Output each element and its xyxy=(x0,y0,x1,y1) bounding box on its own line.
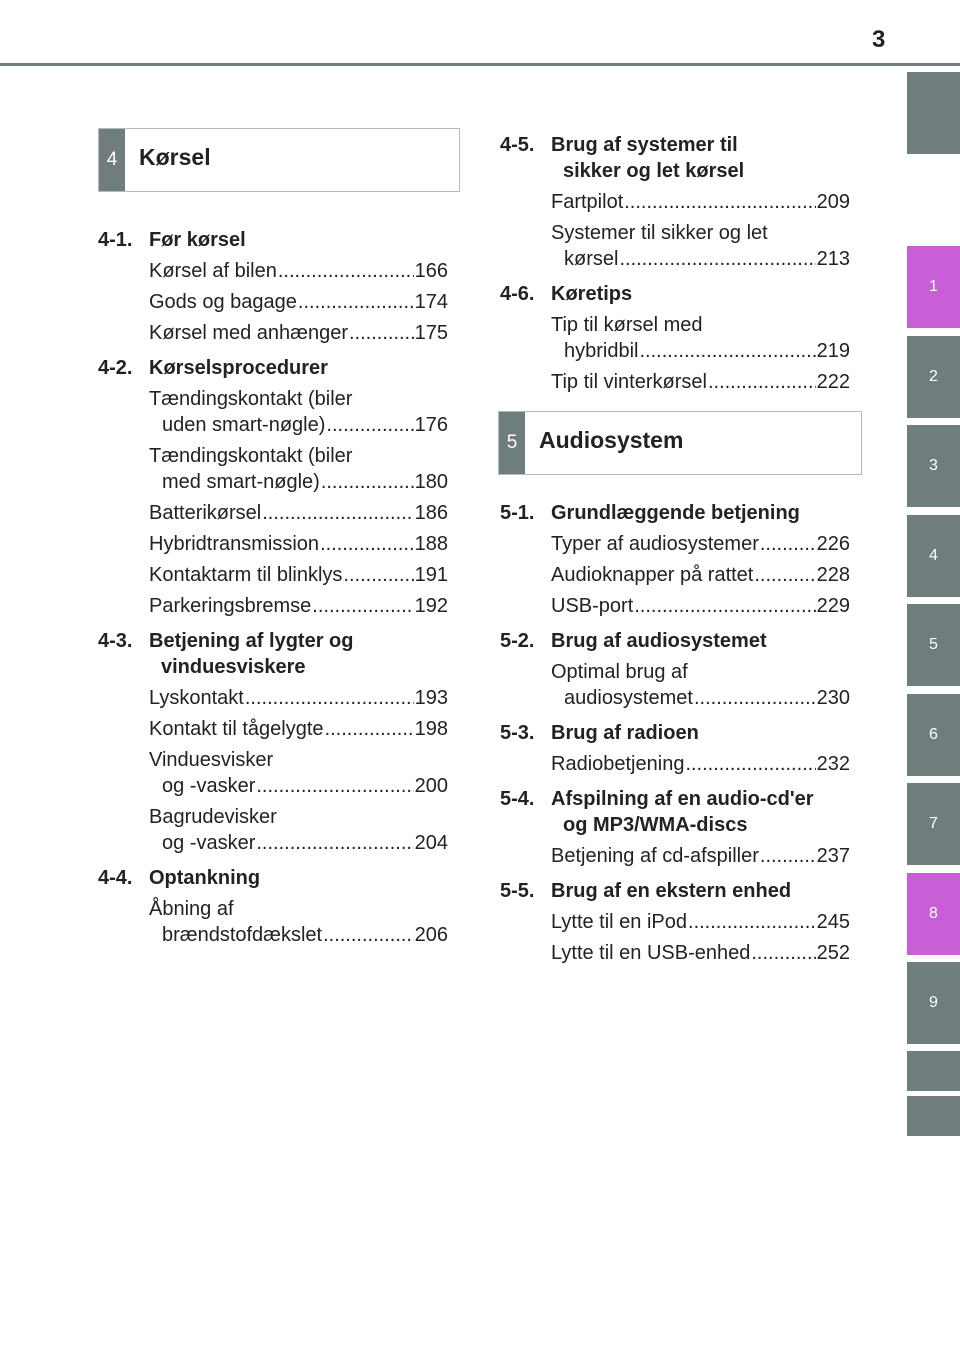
toc-entry[interactable] xyxy=(551,909,850,935)
subsection-title xyxy=(551,720,850,746)
chapter-tab-2[interactable]: 2 xyxy=(907,336,960,418)
entry-page-number[interactable]: 237 xyxy=(816,845,850,867)
entry-page-number[interactable]: 186 xyxy=(414,502,448,524)
toc-entry[interactable] xyxy=(149,289,448,315)
subsection-title xyxy=(149,355,448,381)
toc-groups-top xyxy=(500,132,850,395)
toc-subsection xyxy=(98,227,448,253)
subsection-title xyxy=(149,628,448,680)
dot-leader xyxy=(325,716,414,742)
entry-row xyxy=(149,593,448,619)
dot-leader xyxy=(320,531,414,557)
subsection-title xyxy=(551,628,850,654)
entry-label: Kontakt til tågelygte xyxy=(149,718,324,740)
subsection-title-line: vinduesviskere xyxy=(161,656,306,678)
toc-entry[interactable] xyxy=(149,258,448,284)
entry-page-number[interactable]: 219 xyxy=(816,340,850,362)
section-number: 5 xyxy=(499,412,525,474)
entry-label: Batterikørsel xyxy=(149,502,262,524)
entry-page-number[interactable]: 198 xyxy=(414,718,448,740)
dot-leader xyxy=(688,909,816,935)
entry-row xyxy=(149,531,448,557)
chapter-tab-blank[interactable] xyxy=(907,1096,960,1136)
dot-leader xyxy=(326,412,413,438)
entry-label: og -vasker xyxy=(162,832,256,854)
entry-label: Optimal brug af xyxy=(551,661,688,683)
entry-label: Radiobetjening xyxy=(551,753,685,775)
entry-label: Gods og bagage xyxy=(149,291,297,313)
entry-row xyxy=(149,412,448,438)
chapter-tab-5[interactable]: 5 xyxy=(907,604,960,686)
subsection-title xyxy=(551,878,850,904)
entry-row xyxy=(551,246,850,272)
toc-subsection xyxy=(500,628,850,654)
toc-entry[interactable] xyxy=(551,843,850,869)
dot-leader xyxy=(278,258,414,284)
section-title: Audiosystem xyxy=(539,427,684,453)
entry-row xyxy=(149,830,448,856)
entry-page-number[interactable]: 213 xyxy=(816,248,850,270)
toc-subsection xyxy=(500,500,850,526)
entry-row xyxy=(149,773,448,799)
subsection-number: 4-1. xyxy=(98,229,133,251)
dot-leader xyxy=(639,338,815,364)
dot-leader xyxy=(312,593,413,619)
entry-page-number[interactable]: 209 xyxy=(816,191,850,213)
entry-label: Kørsel med anhænger xyxy=(149,322,348,344)
entry-row xyxy=(551,531,850,557)
entry-page-number[interactable]: 245 xyxy=(816,911,850,933)
entry-page-number[interactable]: 232 xyxy=(816,753,850,775)
entry-label: med smart-nøgle) xyxy=(162,471,320,493)
dot-leader xyxy=(685,751,815,777)
entry-page-number[interactable]: 174 xyxy=(414,291,448,313)
dot-leader xyxy=(298,289,414,315)
entry-label: brændstofdækslet xyxy=(162,924,323,946)
toc-entry[interactable] xyxy=(149,593,448,619)
section-header-driving xyxy=(98,128,460,192)
entry-row xyxy=(149,258,448,284)
dot-leader xyxy=(256,830,413,856)
entry-row xyxy=(551,189,850,215)
toc-entry[interactable] xyxy=(551,562,850,588)
subsection-title-line: og MP3/WMA-discs xyxy=(563,814,748,836)
entry-row xyxy=(551,909,850,935)
entry-label: Kontaktarm til blinklys xyxy=(149,564,343,586)
entry-page-number[interactable]: 176 xyxy=(414,414,448,436)
dot-leader xyxy=(760,531,816,557)
subsection-title-line: Før kørsel xyxy=(149,229,246,251)
toc-groups-bottom xyxy=(500,500,850,966)
subsection-title-line: Brug af audiosystemet xyxy=(551,630,767,652)
entry-label: Åbning af xyxy=(149,898,234,920)
section-header-audio xyxy=(498,411,862,475)
entry-label: Tændingskontakt (biler xyxy=(149,445,353,467)
subsection-number: 5-2. xyxy=(500,630,535,652)
chapter-tabs xyxy=(907,0,960,1360)
entry-page-number[interactable]: 228 xyxy=(816,564,850,586)
subsection-title-line: Betjening af lygter og xyxy=(149,630,354,652)
dot-leader xyxy=(754,562,815,588)
toc-entry[interactable] xyxy=(149,500,448,526)
subsection-title-line: Optankning xyxy=(149,867,261,889)
toc-entry[interactable] xyxy=(149,804,448,856)
entry-label: Hybridtransmission xyxy=(149,533,320,555)
entry-label: Typer af audiosystemer xyxy=(551,533,759,555)
subsection-number: 4-2. xyxy=(98,357,133,379)
subsection-title-line: sikker og let kørsel xyxy=(563,160,745,182)
entry-row xyxy=(149,500,448,526)
subsection-title-line: Grundlæggende betjening xyxy=(551,502,800,524)
dot-leader xyxy=(624,189,815,215)
entry-label: Lytte til en iPod xyxy=(551,911,688,933)
subsection-title-line: Køretips xyxy=(551,283,633,305)
subsection-title xyxy=(149,227,448,253)
toc-entry[interactable] xyxy=(551,312,850,364)
entry-page-number[interactable]: 222 xyxy=(816,371,850,393)
toc-entry[interactable] xyxy=(551,751,850,777)
entry-label: Tip til vinterkørsel xyxy=(551,371,707,393)
toc-column-left xyxy=(98,218,448,948)
chapter-tab-3[interactable]: 3 xyxy=(907,425,960,507)
subsection-number: 5-4. xyxy=(500,788,535,810)
toc-entry[interactable] xyxy=(149,747,448,799)
toc-entry[interactable] xyxy=(149,531,448,557)
dot-leader xyxy=(256,773,413,799)
chapter-tab-8[interactable]: 8 xyxy=(907,873,960,955)
entry-label: USB-port xyxy=(551,595,634,617)
chapter-tab-6[interactable]: 6 xyxy=(907,694,960,776)
subsection-title xyxy=(551,786,850,838)
entry-label: Betjening af cd-afspiller xyxy=(551,845,759,867)
dot-leader xyxy=(619,246,815,272)
entry-label: Lytte til en USB-enhed xyxy=(551,942,751,964)
toc-entry[interactable] xyxy=(551,659,850,711)
page-number: 3 xyxy=(872,26,886,53)
dot-leader xyxy=(245,685,414,711)
toc-entry[interactable] xyxy=(551,940,850,966)
entry-page-number[interactable]: 180 xyxy=(414,471,448,493)
section-title: Kørsel xyxy=(139,143,211,170)
subsection-title-line: Brug af radioen xyxy=(551,722,699,744)
entry-label: hybridbil xyxy=(564,340,639,362)
entry-row xyxy=(551,843,850,869)
chapter-tab-4[interactable]: 4 xyxy=(907,515,960,597)
subsection-number: 5-5. xyxy=(500,880,535,902)
subsection-title-line: Brug af en ekstern enhed xyxy=(551,880,792,902)
toc-column-right xyxy=(500,123,850,966)
entry-row xyxy=(149,562,448,588)
entry-page-number[interactable]: 188 xyxy=(414,533,448,555)
dot-leader xyxy=(751,940,815,966)
entry-label: Audioknapper på rattet xyxy=(551,564,754,586)
entry-page-number[interactable]: 191 xyxy=(414,564,448,586)
entry-label: Tip til kørsel med xyxy=(551,314,703,336)
entry-label: uden smart-nøgle) xyxy=(162,414,326,436)
toc-subsection xyxy=(500,720,850,746)
chapter-tab-1[interactable]: 1 xyxy=(907,246,960,328)
dot-leader xyxy=(323,922,414,948)
toc-entry[interactable] xyxy=(149,443,448,495)
entry-row xyxy=(551,369,850,395)
entry-label: Systemer til sikker og let xyxy=(551,222,768,244)
dot-leader xyxy=(708,369,816,395)
entry-page-number[interactable]: 200 xyxy=(414,775,448,797)
entry-row xyxy=(149,716,448,742)
chapter-tab-9[interactable]: 9 xyxy=(907,962,960,1044)
dot-leader xyxy=(262,500,413,526)
entry-row xyxy=(149,469,448,495)
toc-entry[interactable] xyxy=(149,896,448,948)
entry-row xyxy=(551,751,850,777)
toc-subsection xyxy=(98,628,448,680)
entry-page-number[interactable]: 192 xyxy=(414,595,448,617)
toc-entry[interactable] xyxy=(551,369,850,395)
entry-page-number[interactable]: 226 xyxy=(816,533,850,555)
entry-row xyxy=(149,289,448,315)
toc-entry[interactable] xyxy=(551,531,850,557)
toc-subsection xyxy=(500,132,850,184)
entry-row xyxy=(149,685,448,711)
entry-page-number[interactable]: 252 xyxy=(816,942,850,964)
dot-leader xyxy=(321,469,414,495)
toc-entry[interactable] xyxy=(149,716,448,742)
subsection-number: 5-3. xyxy=(500,722,535,744)
toc-subsection xyxy=(98,865,448,891)
subsection-title-line: Brug af systemer til xyxy=(551,134,738,156)
entry-label: Vinduesvisker xyxy=(149,749,274,771)
entry-row xyxy=(551,338,850,364)
entry-row xyxy=(551,940,850,966)
entry-label: Parkeringsbremse xyxy=(149,595,312,617)
entry-label: og -vasker xyxy=(162,775,256,797)
entry-row xyxy=(149,320,448,346)
entry-row xyxy=(551,685,850,711)
entry-page-number[interactable]: 204 xyxy=(414,832,448,854)
entry-label: kørsel xyxy=(564,248,619,270)
dot-leader xyxy=(343,562,413,588)
toc-subsection xyxy=(500,281,850,307)
subsection-title-line: Kørselsprocedurer xyxy=(149,357,328,379)
entry-label: Kørsel af bilen xyxy=(149,260,277,282)
entry-page-number[interactable]: 175 xyxy=(414,322,448,344)
entry-label: Fartpilot xyxy=(551,191,624,213)
toc-entry[interactable] xyxy=(149,320,448,346)
dot-leader xyxy=(349,320,414,346)
toc-entry[interactable] xyxy=(149,562,448,588)
entry-label: audiosystemet xyxy=(564,687,693,709)
top-rule xyxy=(0,63,960,66)
entry-row xyxy=(551,593,850,619)
toc-entry[interactable] xyxy=(149,685,448,711)
subsection-number: 4-3. xyxy=(98,630,133,652)
subsection-title xyxy=(551,500,850,526)
entry-page-number[interactable]: 229 xyxy=(816,595,850,617)
dot-leader xyxy=(634,593,815,619)
subsection-title xyxy=(149,865,448,891)
toc-entry[interactable] xyxy=(149,386,448,438)
subsection-number: 5-1. xyxy=(500,502,535,524)
entry-page-number[interactable]: 230 xyxy=(816,687,850,709)
toc-entry[interactable] xyxy=(551,220,850,272)
toc-entry[interactable] xyxy=(551,189,850,215)
subsection-number: 4-4. xyxy=(98,867,133,889)
subsection-title-line: Afspilning af en audio-cd'er xyxy=(551,788,814,810)
subsection-title xyxy=(551,132,850,184)
toc-subsection xyxy=(98,355,448,381)
entry-page-number[interactable]: 166 xyxy=(414,260,448,282)
entry-page-number[interactable]: 206 xyxy=(414,924,448,946)
chapter-tab-7[interactable]: 7 xyxy=(907,783,960,865)
entry-label: Bagrudevisker xyxy=(149,806,277,828)
entry-label: Lyskontakt xyxy=(149,687,244,709)
entry-label: Tændingskontakt (biler xyxy=(149,388,353,410)
subsection-number: 4-6. xyxy=(500,283,535,305)
subsection-title xyxy=(551,281,850,307)
dot-leader xyxy=(694,685,816,711)
section-number: 4 xyxy=(99,129,125,191)
subsection-number: 4-5. xyxy=(500,134,535,156)
toc-subsection xyxy=(500,878,850,904)
entry-page-number[interactable]: 193 xyxy=(414,687,448,709)
chapter-tab-blank[interactable] xyxy=(907,1051,960,1091)
entry-row xyxy=(551,562,850,588)
entry-row xyxy=(149,922,448,948)
chapter-tab-blank[interactable] xyxy=(907,72,960,154)
toc-entry[interactable] xyxy=(551,593,850,619)
dot-leader xyxy=(760,843,816,869)
toc-subsection xyxy=(500,786,850,838)
